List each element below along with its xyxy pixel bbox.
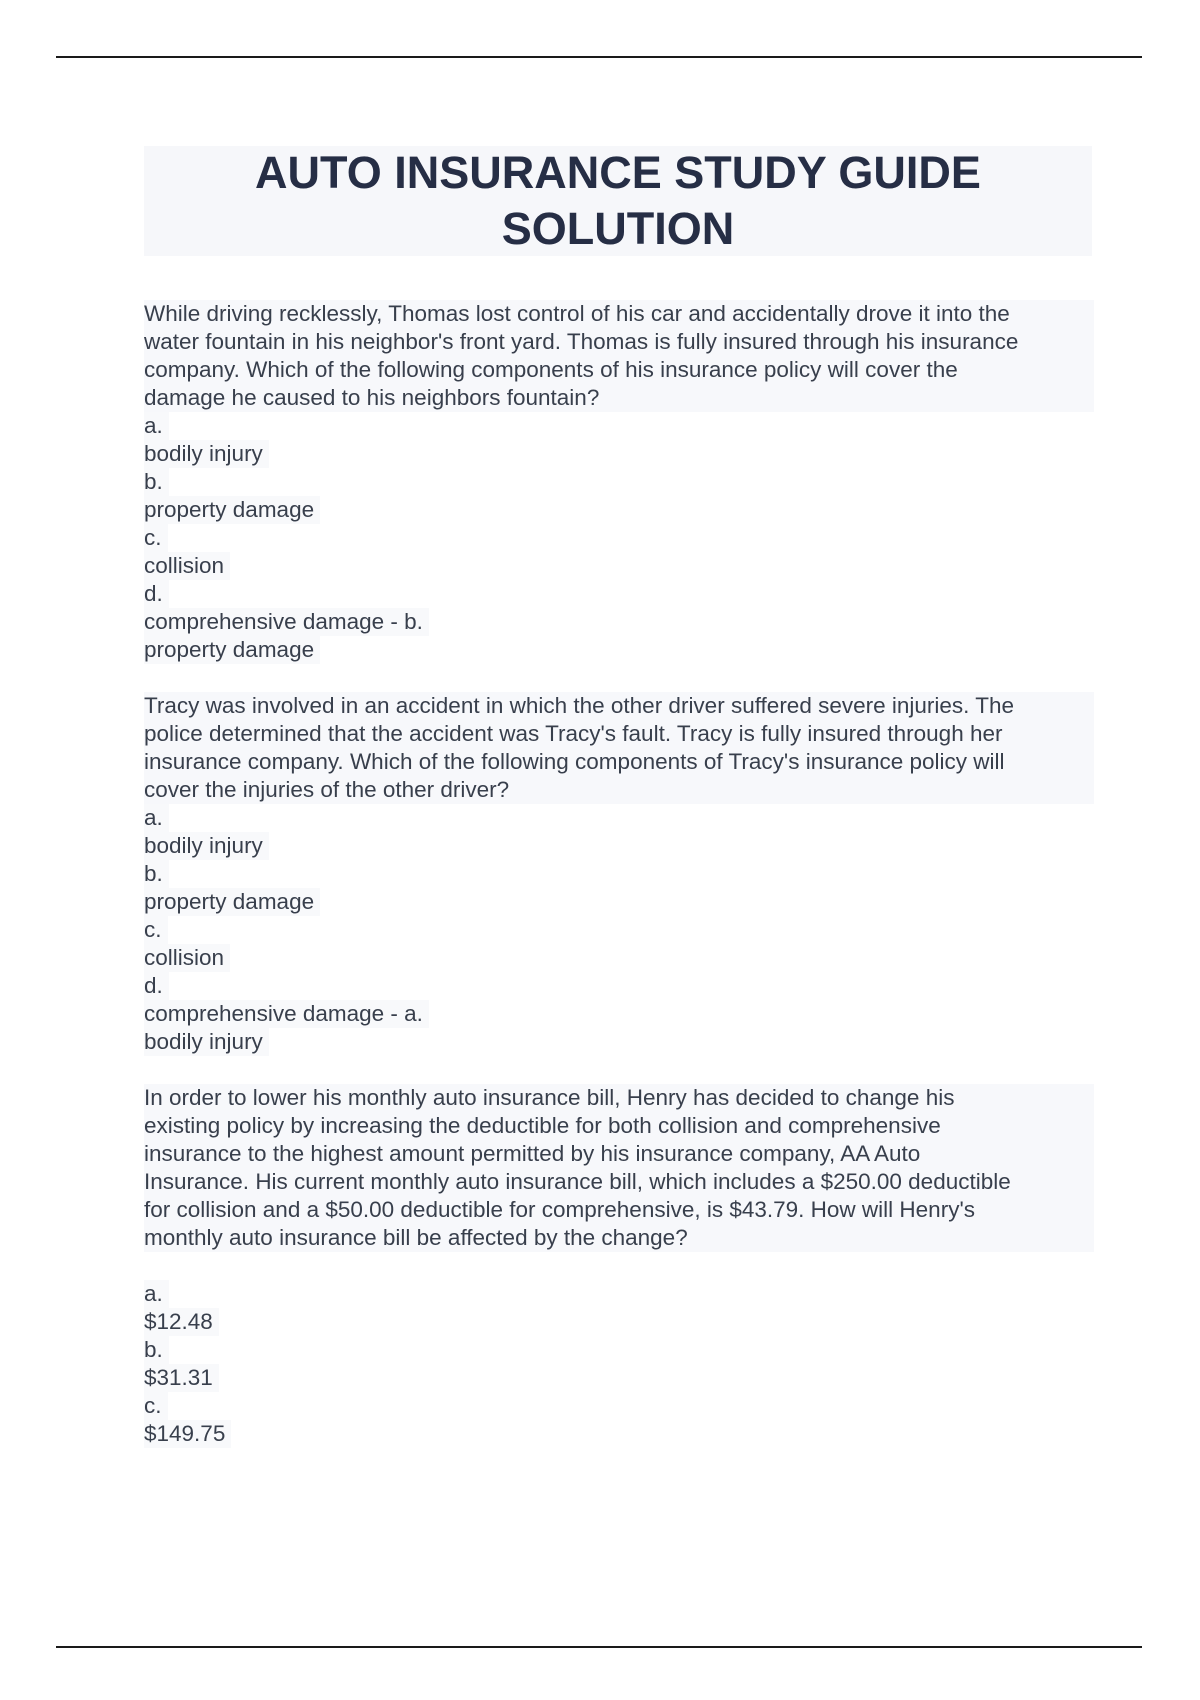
page-title-line-2: SOLUTION xyxy=(501,203,735,254)
blank-line xyxy=(144,1252,1094,1280)
option-letter: b. xyxy=(144,468,169,496)
question-line: police determined that the accident was Tracy's fault. Tracy is fully insured through her xyxy=(144,720,1094,748)
question-block-1 xyxy=(144,300,1094,664)
option-letter: a. xyxy=(144,804,169,832)
question-line: cover the injuries of the other driver? xyxy=(144,776,1094,804)
question-line: Insurance. His current monthly auto insurance bill, which includes a $250.00 deductible xyxy=(144,1168,1094,1196)
question-line: In order to lower his monthly auto insurance bill, Henry has decided to change his xyxy=(144,1084,1094,1112)
bottom-rule xyxy=(56,1646,1142,1648)
question-block-3 xyxy=(144,1084,1094,1448)
title-banner xyxy=(144,146,1092,256)
option-text: bodily injury xyxy=(144,832,269,860)
option-letter: a. xyxy=(144,1280,169,1308)
option-text: collision xyxy=(144,944,230,972)
question-line: monthly auto insurance bill be affected by the change? xyxy=(144,1224,1094,1252)
option-letter: c. xyxy=(144,524,168,552)
option-text-with-answer: comprehensive damage - a. xyxy=(144,1000,429,1028)
question-text xyxy=(144,1084,1094,1252)
option-text: $12.48 xyxy=(144,1308,219,1336)
question-line: While driving recklessly, Thomas lost control of his car and accidentally drove it into the xyxy=(144,300,1094,328)
answer-options xyxy=(144,804,1094,1056)
option-letter: c. xyxy=(144,1392,168,1420)
answer-options xyxy=(144,1280,1094,1448)
option-text-with-answer: comprehensive damage - b. xyxy=(144,608,429,636)
answer-text: bodily injury xyxy=(144,1028,269,1056)
question-line: insurance company. Which of the following components of Tracy's insurance policy will xyxy=(144,748,1094,776)
answer-text: property damage xyxy=(144,636,320,664)
option-text: property damage xyxy=(144,496,320,524)
option-letter: c. xyxy=(144,916,168,944)
question-text xyxy=(144,692,1094,804)
option-text: bodily injury xyxy=(144,440,269,468)
option-letter: a. xyxy=(144,412,169,440)
option-text: property damage xyxy=(144,888,320,916)
question-line: existing policy by increasing the deductible for both collision and comprehensive xyxy=(144,1112,1094,1140)
question-line: insurance to the highest amount permitted by his insurance company, AA Auto xyxy=(144,1140,1094,1168)
option-letter: d. xyxy=(144,580,169,608)
question-line: water fountain in his neighbor's front yard. Thomas is fully insured through his insurance xyxy=(144,328,1094,356)
option-text: $31.31 xyxy=(144,1364,219,1392)
option-text: collision xyxy=(144,552,230,580)
option-letter: d. xyxy=(144,972,169,1000)
option-text: $149.75 xyxy=(144,1420,231,1448)
question-line: Tracy was involved in an accident in which the other driver suffered severe injuries. The xyxy=(144,692,1094,720)
question-line: company. Which of the following components of his insurance policy will cover the xyxy=(144,356,1094,384)
question-line: for collision and a $50.00 deductible for comprehensive, is $43.79. How will Henry's xyxy=(144,1196,1094,1224)
question-line: damage he caused to his neighbors fountain? xyxy=(144,384,1094,412)
question-text xyxy=(144,300,1094,412)
option-letter: b. xyxy=(144,1336,169,1364)
page-title-line-1: AUTO INSURANCE STUDY GUIDE xyxy=(255,147,981,198)
answer-options xyxy=(144,412,1094,664)
document-body xyxy=(144,300,1094,1448)
top-rule xyxy=(56,56,1142,58)
question-block-2 xyxy=(144,692,1094,1056)
option-letter: b. xyxy=(144,860,169,888)
